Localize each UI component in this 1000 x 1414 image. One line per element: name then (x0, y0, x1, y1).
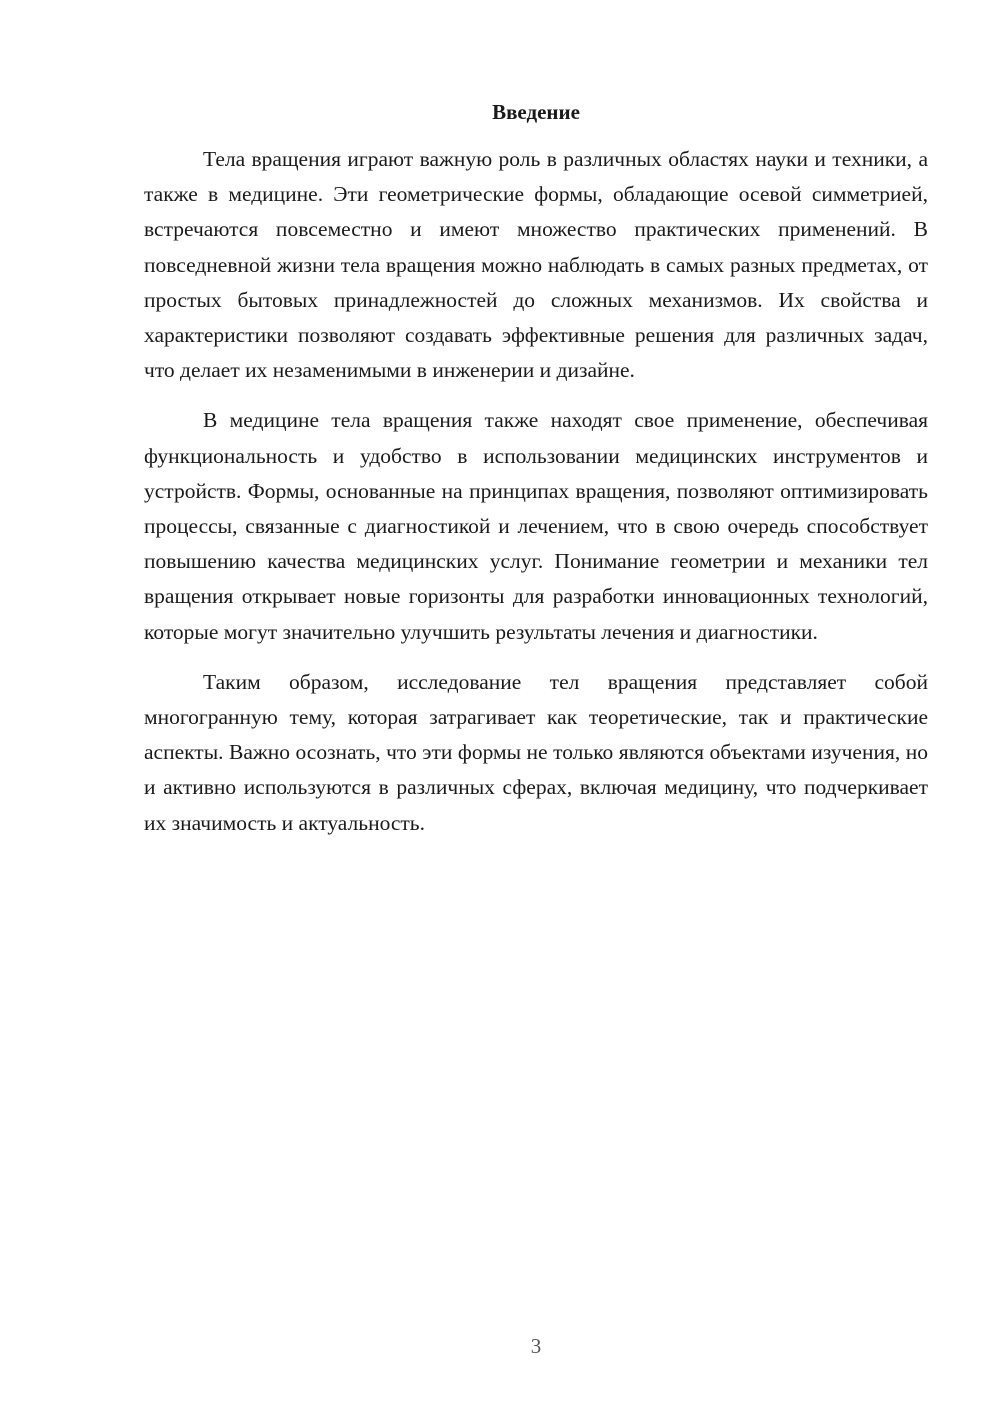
paragraph-3: Таким образом, исследование тел вращения представляет собой многогранную тему, которая затрагивает как теоретические, так и практические аспекты. Важно осознать, что эти формы не только являются объектами изучения, но и активно используются в различных сферах, включая медицину, что подчеркивает их значимость и актуальность. (144, 669, 928, 835)
body-text (144, 142, 928, 841)
page-number: 3 (530, 1334, 542, 1358)
paragraph-1: Тела вращения играют важную роль в различных областях науки и техники, а также в медицине. Эти геометрические формы, обладающие осевой симметрией, встречаются повсеместно и имеют множество практических применений. В повседневной жизни тела вращения можно наблюдать в самых разных предметах, от простых бытовых принадлежностей до сложных механизмов. Их свойства и характеристики позволяют создавать эффективные решения для различных задач, что делает их незаменимыми в инженерии и дизайне. (144, 147, 928, 383)
paragraph-2: В медицине тела вращения также находят свое применение, обеспечивая функциональность и удобство в использовании медицинских инструментов и устройств. Формы, основанные на принципах вращения, позволяют оптимизировать процессы, связанные с диагностикой и лечением, что в свою очередь способствует повышению качества медицинских услуг. Понимание геометрии и механики тел вращения открывает новые горизонты для разработки инновационных технологий, которые могут значительно улучшить результаты лечения и диагностики. (144, 408, 928, 644)
section-title: Введение (492, 100, 580, 124)
